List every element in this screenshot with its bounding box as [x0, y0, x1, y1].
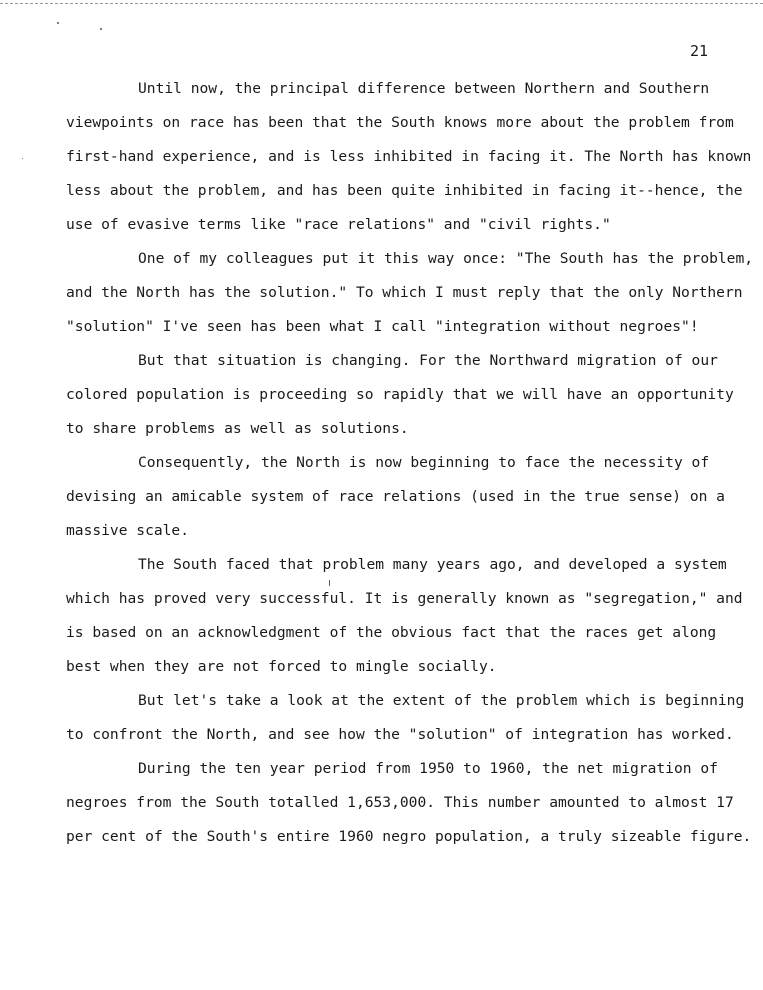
paragraph: But that situation is changing. For the Northward migration of our colored population is proceeding so rapidly that we will have an opportunity to share problems as well as solutions.: [66, 352, 734, 437]
scan-speck: [22, 158, 23, 159]
paragraph: One of my colleagues put it this way once: "The South has the problem, and the North has the solution." To which I must reply that the only Northern "solution" I've seen has been what I call "integration without negroes"!: [66, 250, 754, 335]
page-top-edge: [0, 3, 763, 4]
document-body: [66, 72, 756, 854]
paragraph: Consequently, the North is now beginning to face the necessity of devising an amicable system of race relations (used in the true sense) on a massive scale.: [66, 454, 725, 539]
scan-speck: [57, 22, 59, 24]
paragraph: During the ten year period from 1950 to 1960, the net migration of negroes from the South totalled 1,653,000. This number amounted to almost 17 per cent of the South's entire 1960 negro population, a truly sizeable figure.: [66, 760, 752, 845]
paragraph: But let's take a look at the extent of the problem which is beginning to confront the North, and see how the "solution" of integration has worked.: [66, 692, 745, 743]
paragraph: The South faced that problem many years ago, and developed a system which has proved very successful. It is generally known as "segregation," and is based on an acknowledgment of the obvious fact that the races get along best when they are not forced to mingle socially.: [66, 556, 743, 675]
page-number: 21: [690, 42, 709, 60]
scan-speck: [100, 28, 102, 30]
paragraph: Until now, the principal difference between Northern and Southern viewpoints on race has been that the South knows more about the problem from first-hand experience, and is less inhibited in facing it. The North has known less about the problem, and has been quite inhibited in facing it--hence, the use of evasive terms like "race relations" and "civil rights.": [66, 80, 752, 233]
